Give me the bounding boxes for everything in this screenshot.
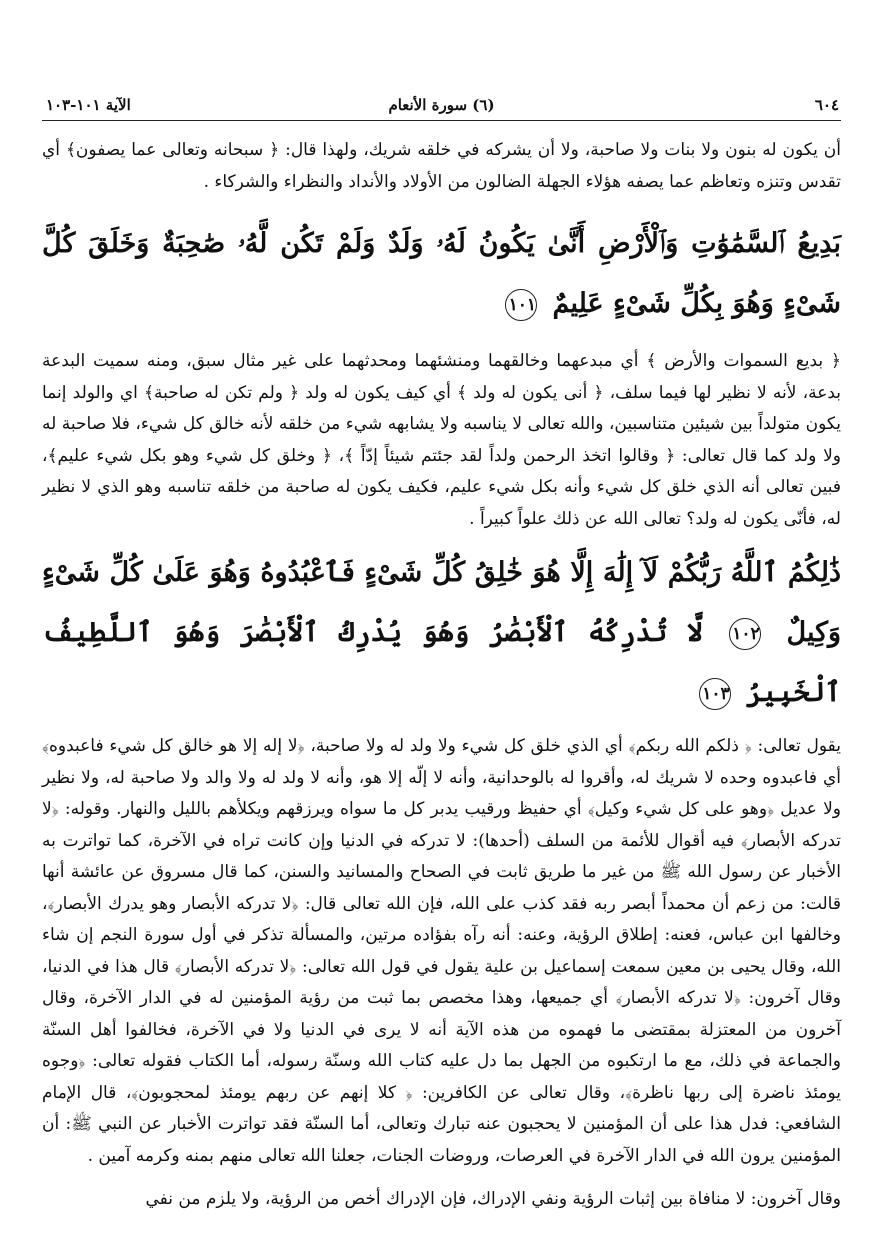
verse-103-number: ١٠٣ [699,678,731,710]
verse-101-number: ١٠١ [505,289,537,321]
paragraph-tafsir-102-103: يقول تعالى: ﴿ ذلكم الله ربكم﴾ أي الذي خلق كل شيء ولا ولد له ولا صاحبة، ﴿لا إله إلا هو خالق كل شيء فاعبدوه﴾ أي فاعبدوه وحده لا شريك له، وأقروا له بالوحدانية، وأنه لا إلّه إلا هو، وأنه لا ولد له ولا والد ولا صاحبة له، ولا نظير ولا عديل ﴿وهو على كل شيء وكيل﴾ أي حفيظ ورقيب يدبر كل ما سواه ويرزقهم ويكلأهم بالليل والنهار. وقوله: ﴿لا تدركه الأبصار﴾ فيه أقوال للأئمة من السلف (أحدها): لا تدركه في الدنيا وإن كانت تراه في الآخرة، كما تواترت به الأخبار عن رسول الله ﷺ من غير ما طريق ثابت في الصحاح والمسانيد والسنن، كما قال مسروق عن عائشة أنها قالت: من زعم أن محمداً أبصر ربه فقد كذب على الله، فإن الله تعالى قال: ﴿لا تدركه الأبصار وهو يدرك الأبصار﴾، وخالفها ابن عباس، فعنه: إطلاق الرؤية، وعنه: أنه رآه بفؤاده مرتين، والمسألة تذكر في أول سورة النجم إن شاء الله، وقال يحيى بن معين سمعت إسماعيل بن علية يقول في قول الله تعالى: ﴿لا تدركه الأبصار﴾ قال هذا في الدنيا، وقال آخرون: ﴿لا تدركه الأبصار﴾ أي جميعها، وهذا مخصص بما ثبت من رؤية المؤمنين له في الدار الآخرة، وقال آخرون من المعتزلة بمقتضى ما فهموه من هذه الآية أنه لا يرى في الدنيا ولا في الآخرة، فخالفوا أهل السنّة والجماعة في ذلك، مع ما ارتكبوه من الجهل بما دل عليه كتاب الله وسنّة رسوله، أما الكتاب فقوله تعالى: ﴿وجوه يومئذ ناضرة إلى ربها ناظرة﴾، وقال تعالى عن الكافرين: ﴿ كلا إنهم عن ربهم يومئذ لمحجوبون﴾، قال الإمام الشافعي: فدل هذا على أن المؤمنين لا يحجبون عنه تبارك وتعالى، أما السنّة فقد تواترت الأخبار عن النبي ﷺ: أن المؤمنين يرون الله في الدار الآخرة في العرصات، وروضات الجنات، جعلنا الله تعالى منهم بمنه وكرمه آمين . [42,736,841,1166]
verse-102-number: ١٠٢ [729,618,761,650]
page-number: ٦٠٤ [814,96,839,114]
paragraph-continuation: وقال آخرون: لا منافاة بين إثبات الرؤية ونفي الإدراك، فإن الإدراك أخص من الرؤية، ولا يلزم من نفي [145,1189,841,1209]
verse-102-text: ذَٰلِكُمُ ٱللَّهُ رَبُّكُمْ لَآ إِلَٰهَ إِلَّا هُوَ خَٰلِقُ كُلِّ شَىْءٍ فَٱعْبُدُوهُ وَهُوَ عَلَىٰ كُلِّ شَىْءٍ وَكِيلٌ [42,557,841,648]
paragraph-tafsir-101: ﴿ بديع السموات والأرض ﴾ أي مبدعهما وخالقهما ومنشئهما ومحدثهما على غير مثال سبق، ومنه سميت البدعة بدعة، لأنه لا نظير لها فيما سلف، ﴿ أنى يكون له ولد ﴾ أي كيف يكون له ولد ﴿ ولم تكن له صاحبة﴾ اي والولد إنما يكون متولداً بين شيئين متناسبين، والله تعالى لا يناسبه ولا يشابهه شيء من خلقه لأنه خالق كل شيء، فلا صاحبة له ولا ولد كما قال تعالى: ﴿ وقالوا اتخذ الرحمن ولداً لقد جئتم شيئاً إدّاً ﴾، ﴿ وخلق كل شيء وهو بكل شيء عليم﴾، فبين تعالى أنه الذي خلق كل شيء وأنه بكل شيء عليم، فكيف يكون له صاحبة من خلقه تناسبه وهو الذي لا نظير له، فأنّى يكون له ولد؟ تعالى الله عن ذلك علواً كبيراً . [42,351,841,529]
paragraph-intro: أن يكون له بنون ولا بنات ولا صاحبة، ولا أن يشركه في خلقه شريك، ولهذا قال: ﴿ سبحانه وتعالى عما يصفون﴾ أي تقدس وتنزه وتعاظم عما يصفه هؤلاء الجهلة الضالون من الأولاد والأنداد والنظراء والشركاء . [42,140,841,192]
ayah-range: الآية ١٠١-١٠٣ [46,96,131,114]
verse-101-text: بَدِيعُ ٱلسَّمَٰوَٰتِ وَٱلْأَرْضِ أَنَّىٰ يَكُونُ لَهُۥ وَلَدٌ وَلَمْ تَكُن لَّهُۥ صَٰحِبَةٌ وَخَلَقَ كُلَّ شَىْءٍ وَهُوَ بِكُلِّ شَىْءٍ عَلِيمٌ [42,228,841,319]
verse-103-text-end: ٱلْأَبْصَٰرُ وَهُوَ يُدْرِكُ ٱلْأَبْصَٰرَ وَهُوَ ٱللَّطِيفُ ٱلْخَبِيرُ [42,617,841,708]
verse-103-text-start: لَّا تُدْرِكُهُ [588,617,703,648]
surah-title: (٦) سورة الأنعام [388,96,495,114]
running-header [42,96,841,121]
quran-verses-102-103 [42,543,841,723]
quran-verse-101 [42,214,841,334]
